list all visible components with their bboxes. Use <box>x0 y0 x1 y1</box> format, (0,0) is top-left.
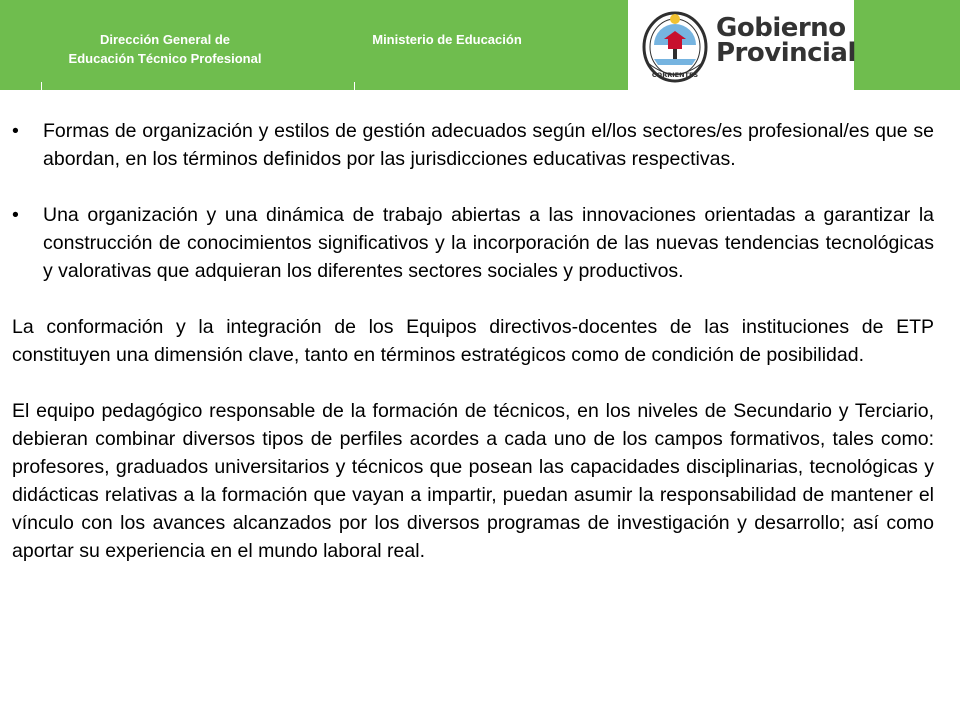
logo-wordmark <box>716 13 856 68</box>
list-item <box>12 117 934 173</box>
direction-title <box>30 30 300 68</box>
ministry-title: Ministerio de Educación <box>372 32 522 47</box>
bullet-icon: • <box>12 120 19 142</box>
header-divider <box>41 82 42 92</box>
paragraph: El equipo pedagógico responsable de la formación de técnicos, en los niveles de Secundario y Terciario, debieran combinar diversos tipos de perfiles acordes a cada uno de los campos formativos, tales como: profesores, graduados universitarios y técnicos que posean las capacidades disciplinarias, tecnológicas y didácticas relativas a la formación que vayan a impartir, puedan asumir la responsabilidad de mantener el vínculo con los avances alcanzados por los diversos programas de investigación y desarrollo; así como aportar su experiencia en el mundo laboral real. <box>12 400 934 562</box>
seal-label: CORRIENTES <box>651 71 699 79</box>
logo-line1: Gobierno <box>716 13 846 43</box>
direction-title-line2: Educación Técnico Profesional <box>68 51 262 66</box>
direction-title-line1: Dirección General de <box>99 32 231 47</box>
logo-line2: Provincial <box>716 38 856 68</box>
paragraph: La conformación y la integración de los Equipos directivos-docentes de las instituciones de ETP constituyen una dimensión clave, tanto en términos estratégicos como de condición de posibilidad. <box>12 316 934 366</box>
list-item <box>12 201 934 285</box>
corrientes-seal-icon <box>640 5 710 85</box>
list-item-text: Formas de organización y estilos de gestión adecuados según el/los sectores/es profesional/es que se abordan, en los términos definidos por las jurisdicciones educativas respectivas. <box>43 120 934 170</box>
document-body <box>12 117 934 593</box>
header-divider <box>354 82 355 92</box>
bullet-icon: • <box>12 204 19 226</box>
list-item-text: Una organización y una dinámica de trabajo abiertas a las innovaciones orientadas a garantizar la construcción de conocimientos significativos y la incorporación de las nuevas tendencias tecnológicas y valorativas que adquieran los diferentes sectores sociales y productivos. <box>43 204 934 282</box>
